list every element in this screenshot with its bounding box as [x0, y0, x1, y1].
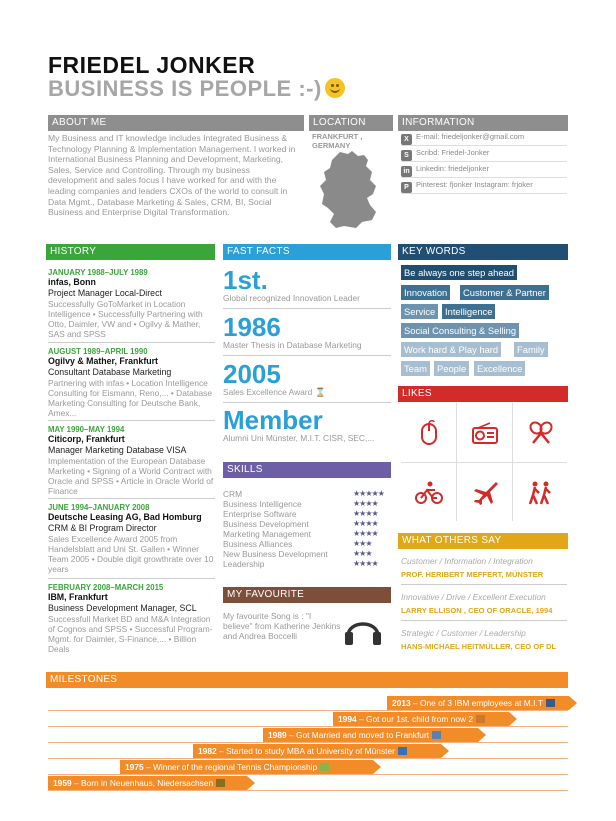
- keyword-tag: Work hard & Play hard: [401, 342, 501, 357]
- divider: [223, 402, 391, 403]
- milestone-year: 1982: [198, 746, 217, 756]
- history-header: HISTORY: [46, 244, 215, 260]
- skill-row: [223, 559, 391, 569]
- quote-author: LARRY ELLISON , CEO OF ORACLE, 1994: [401, 606, 553, 615]
- keywords-header: KEY WORDS: [398, 244, 568, 260]
- milestone-text: – Started to study MBA at University of Münster: [216, 746, 395, 756]
- job-role: CRM & BI Program Director: [48, 523, 157, 533]
- scribd-icon: S: [401, 150, 412, 161]
- others-say-header: WHAT OTHERS SAY: [398, 533, 568, 549]
- job-company: infas, Bonn: [48, 277, 96, 287]
- info-item[interactable]: [401, 178, 567, 194]
- history-entry: [48, 425, 215, 496]
- skill-name: Business Alliances: [223, 539, 293, 549]
- info-item-text: Linkedin: friedeljonker: [416, 164, 489, 173]
- quote-words: Strategic / Customer / Leadership: [401, 628, 526, 638]
- location-header: LOCATION: [309, 115, 393, 131]
- job-company: Deutsche Leasing AG, Bad Homburg: [48, 512, 202, 522]
- keyword-tag: Social Consulting & Selling: [401, 323, 519, 338]
- job-date: MAY 1990–MAY 1994: [48, 425, 125, 434]
- fact-caption-text: Master Thesis in Database Marketing: [223, 340, 362, 350]
- keyword-tag: Be always one step ahead: [401, 265, 517, 280]
- milestone-year: 1994: [338, 714, 357, 724]
- job-date: AUGUST 1989–APRIL 1990: [48, 347, 148, 356]
- job-description: Sales Excellence Award 2005 from Handelsblatt and Uni St. Gallen • Winner Team 2005 • Double digit growthrate over 10 years: [48, 534, 214, 574]
- skill-row: [223, 509, 391, 519]
- job-date: FEBRUARY 2008–MARCH 2015: [48, 583, 164, 592]
- job-role: Project Manager Local-Direct: [48, 288, 162, 298]
- milestone-line: [48, 710, 568, 711]
- keyword-tag: Service: [401, 304, 438, 319]
- info-item-text: E-mail: friedeljonker@gmail.com: [416, 132, 525, 141]
- milestone-item: [333, 712, 509, 726]
- milestone-icon: [320, 763, 329, 771]
- skill-row: [223, 529, 391, 539]
- tagline: [48, 76, 345, 102]
- tennis-rackets-icon: [513, 403, 568, 462]
- milestone-line: [48, 774, 568, 775]
- airplane-icon: [457, 463, 512, 522]
- about-text: My Business and IT knowledge includes Integrated Business & Technology Planning & Implementation Management. I worked in International Business Planning and Development, Marketing, Sales, Service and Controlling. Through my business development and sales focus I have worked for and with the leading companies and leaders CXOs of the world to consult in Data Mgmt., Database Marketing & Sales, CRM, BI, Social Business and Enterprise Digital Transformation.: [48, 133, 296, 218]
- info-item[interactable]: [401, 162, 567, 178]
- fact-caption-text: Global recognized Innovation Leader: [223, 293, 360, 303]
- skill-rating: ★★★: [353, 549, 372, 558]
- skill-name: CRM: [223, 489, 243, 499]
- cyclist-icon: [401, 463, 456, 522]
- hikers-icon: [513, 463, 568, 522]
- skill-rating: ★★★★: [353, 499, 378, 508]
- skill-rating: ★★★★: [353, 529, 378, 538]
- pinterest-icon: P: [401, 182, 412, 193]
- fact-value: 2005: [223, 359, 281, 389]
- milestone-year: 1959: [53, 778, 72, 788]
- skill-name: Marketing Management: [223, 529, 311, 539]
- quote-words: Customer / Information / Integration: [401, 556, 533, 566]
- keyword-tag: Intelligence: [442, 304, 495, 319]
- fact-value: Member: [223, 405, 323, 435]
- skill-row: [223, 549, 391, 559]
- milestone-item: [263, 728, 478, 742]
- job-role: Consultant Database Marketing: [48, 367, 172, 377]
- milestone-line: [48, 726, 568, 727]
- milestone-text: – Got our 1st. child from now 2: [356, 714, 474, 724]
- skill-rating: ★★★★: [353, 519, 378, 528]
- milestone-line: [48, 742, 568, 743]
- milestone-text: – Got Married and moved to Frankfurt: [286, 730, 430, 740]
- skill-name: Leadership: [223, 559, 265, 569]
- divider: [223, 308, 391, 309]
- fact-value: 1st.: [223, 265, 268, 295]
- history-entry: [48, 268, 215, 339]
- divider: [48, 342, 215, 343]
- fact-caption: [223, 387, 391, 397]
- divider: [401, 584, 567, 585]
- skill-row: [223, 499, 391, 509]
- quote-words: Innovative / Drive / Excellent Execution: [401, 592, 546, 602]
- job-description: Successfull Market BD and M&A Integration of Cognos and SPSS • Successful Program-Mgmt. for Daimler, S-Finance,... • Billion Deals: [48, 614, 213, 654]
- skill-row: [223, 489, 391, 499]
- keyword-tag: Customer & Partner: [460, 285, 549, 300]
- quote-author: HANS-MICHAEL HEITMÜLLER, CEO OF DL: [401, 642, 557, 651]
- country-text: GERMANY: [312, 141, 351, 150]
- milestone-year: 1989: [268, 730, 287, 740]
- skill-rating: ★★★★: [353, 509, 378, 518]
- milestones-header: MILESTONES: [46, 672, 568, 688]
- milestone-text: – Born in Neuenhaus, Niedersachsen: [71, 778, 214, 788]
- germany-map-icon: [318, 150, 380, 230]
- history-entry: [48, 583, 215, 654]
- mouse-icon: [401, 403, 456, 462]
- milestone-year: 1975: [125, 762, 144, 772]
- divider: [223, 355, 391, 356]
- linkedin-icon: in: [401, 166, 412, 177]
- skill-name: New Business Development: [223, 549, 328, 559]
- milestone-line: [48, 758, 568, 759]
- information-header: INFORMATION: [398, 115, 568, 131]
- city-text: FRANKFURT ,: [312, 132, 363, 141]
- about-header: ABOUT ME: [48, 115, 304, 131]
- job-description: Partnering with infas • Location Intelligence Consulting for Eismann, Reno,... • Database Marketing Consulting for Deutsche Bank, Amex...: [48, 378, 213, 418]
- milestone-icon: [546, 699, 555, 707]
- quote-author: PROF. HERIBERT MEFFERT, MÜNSTER: [401, 570, 544, 579]
- job-description: Implementation of the European Database Marketing • Signing of a World Contract with Oracle and SPSS • Article in Oracle World of Finance: [48, 456, 214, 496]
- milestone-icon: [216, 779, 225, 787]
- skill-name: Business Intelligence: [223, 499, 302, 509]
- tagline-text: BUSINESS IS PEOPLE :-): [48, 76, 322, 101]
- fact-caption: [223, 433, 391, 443]
- info-item-text: Pinterest: fjonker Instagram: frjoker: [416, 180, 533, 189]
- skill-rating: ★★★★: [353, 559, 378, 568]
- milestone-item: [193, 744, 441, 758]
- job-date: JANUARY 1988–JULY 1989: [48, 268, 148, 277]
- headphones-icon: [343, 612, 383, 646]
- job-company: IBM, Frankfurt: [48, 592, 108, 602]
- trophy-icon: ⌛: [315, 387, 326, 397]
- history-entry: [48, 503, 215, 574]
- likes-header: LIKES: [398, 386, 568, 402]
- skill-rating: ★★★★★: [353, 489, 384, 498]
- milestone-item: [48, 776, 247, 790]
- fact-caption-text: Sales Excellence Award: [223, 387, 313, 397]
- radio-icon: [457, 403, 512, 462]
- keyword-tag: Excellence: [474, 361, 525, 376]
- milestone-year: 2013: [392, 698, 411, 708]
- milestone-item: [387, 696, 569, 710]
- divider: [48, 498, 215, 499]
- milestone-text: – One of 3 IBM employees at M.I.T: [410, 698, 543, 708]
- fact-caption-text: Alumni Uni Münster, M.I.T. CISR, SEC,...: [223, 433, 375, 443]
- favourite-header: MY FAVOURITE: [223, 587, 391, 603]
- fact-caption: [223, 340, 391, 350]
- fact-caption: [223, 293, 391, 303]
- location-city: [312, 132, 362, 150]
- divider: [401, 620, 567, 621]
- skill-rating: ★★★: [353, 539, 372, 548]
- favourite-text: My favourite Song is : "I believe" from Katherine Jenkins and Andrea Boccelli: [223, 611, 341, 641]
- job-role: Business Development Manager, SCL: [48, 603, 197, 613]
- keyword-tag: Innovation: [401, 285, 450, 300]
- info-item[interactable]: [401, 146, 567, 162]
- job-company: Ogilvy & Mather, Frankfurt: [48, 356, 158, 366]
- history-entry: [48, 347, 215, 418]
- job-company: Citicorp, Frankfurt: [48, 434, 125, 444]
- skills-list: [223, 489, 391, 569]
- keyword-tag: Family: [514, 342, 548, 357]
- skill-row: [223, 519, 391, 529]
- skills-header: SKILLS: [223, 462, 391, 478]
- job-description: Successfully GoToMarket in Location Intelligence • Successfully Partnering with Otto, Daimler, VW and • Ogilvy & Mather, SAS and SPSS: [48, 299, 203, 339]
- keyword-tag: People: [434, 361, 469, 376]
- divider: [48, 420, 215, 421]
- skill-name: Business Development: [223, 519, 309, 529]
- job-role: Manager Marketing Database VISA: [48, 445, 187, 455]
- keyword-tag: Team: [401, 361, 430, 376]
- milestone-icon: [432, 731, 441, 739]
- divider: [48, 578, 215, 579]
- fast-facts-header: FAST FACTS: [223, 244, 391, 260]
- skill-row: [223, 539, 391, 549]
- info-item[interactable]: [401, 130, 567, 146]
- milestone-text: – Winner of the regional Tennis Championship: [143, 762, 318, 772]
- likes-grid: [401, 403, 567, 521]
- smiley-icon: [325, 78, 345, 98]
- skill-name: Enterprise Software: [223, 509, 297, 519]
- info-item-text: Scribd: Friedel-Jonker: [416, 148, 490, 157]
- milestone-item: [120, 760, 373, 774]
- xing-icon: X: [401, 134, 412, 145]
- milestone-line: [48, 790, 568, 791]
- fact-value: 1986: [223, 312, 281, 342]
- person-name: FRIEDEL JONKER: [48, 52, 256, 78]
- milestone-icon: [398, 747, 407, 755]
- job-date: JUNE 1994–JANUARY 2008: [48, 503, 150, 512]
- milestone-icon: [476, 715, 485, 723]
